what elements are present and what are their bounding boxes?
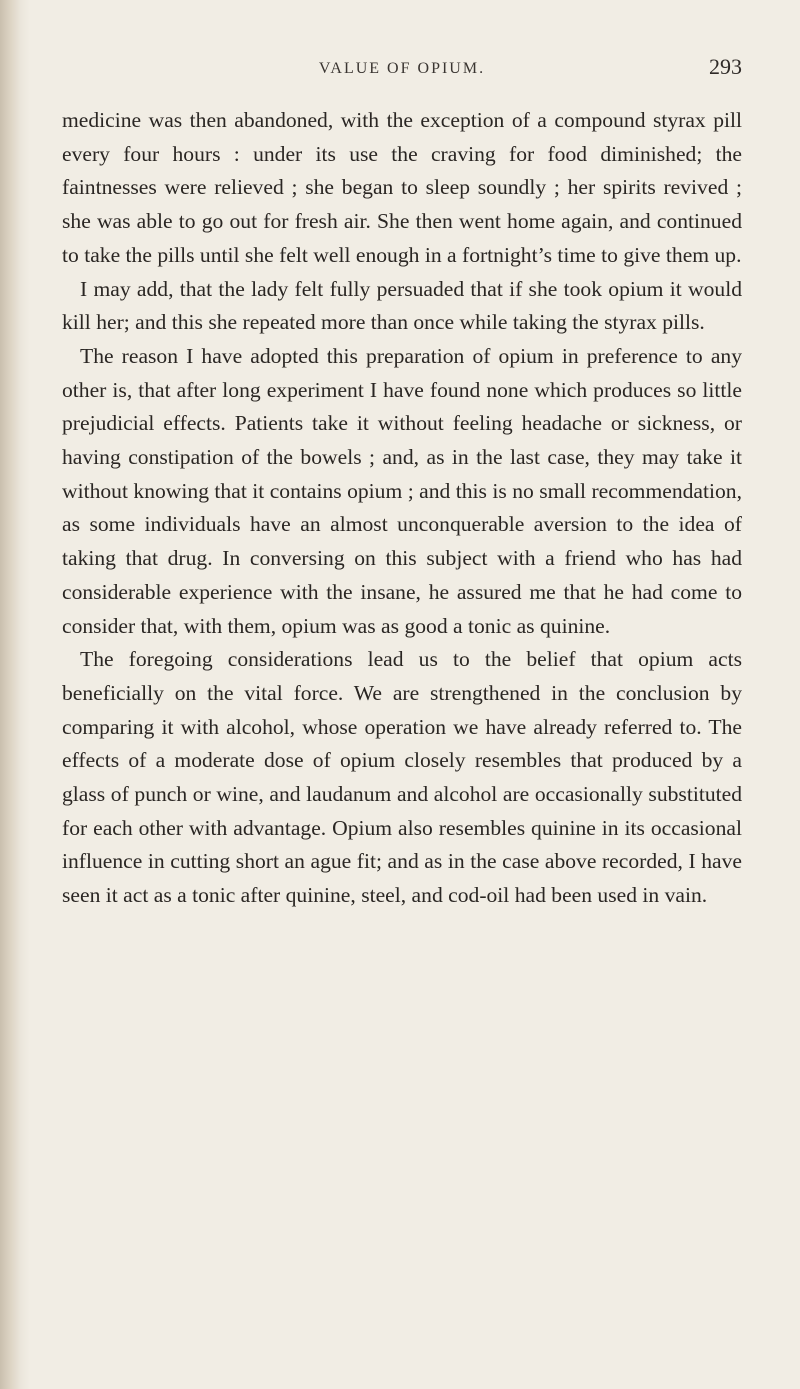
running-head — [62, 54, 742, 98]
book-page — [62, 54, 742, 913]
paragraph: I may add, that the lady felt fully persuaded that if she took opium it would kill her; and this she repeated more than once while taking the styrax pills. — [62, 276, 742, 335]
body-text — [62, 104, 742, 913]
paragraph-continued: medicine was then abandoned, with the exception of a compound styrax pill every four hours : under its use the craving for food diminished; the faintnesses were relieved ; she began to sleep soundly ; her spirits revived ; she was able to go out for fresh air. She then went home again, and continued to take the pills until she felt well enough in a fortnight’s time to give them up. — [62, 108, 742, 267]
running-head-title: VALUE OF OPIUM. — [318, 60, 486, 77]
page-number: 293 — [709, 54, 742, 79]
paragraph: The foregoing considerations lead us to the belief that opium acts beneficially on the vital force. We are strengthened in the conclusion by comparing it with alcohol, whose operation we have already referred to. The effects of a moderate dose of opium closely resembles that produced by a glass of punch or wine, and laudanum and alcohol are occasionally substituted for each other with advantage. Opium also resembles quinine in its occasional influence in cutting short an ague fit; and as in the case above recorded, I have seen it act as a tonic after quinine, steel, and cod-oil had been used in vain. — [62, 647, 742, 908]
paragraph: The reason I have adopted this preparation of opium in preference to any other is, that after long experiment I have found none which produces so little prejudicial effects. Patients take it without feeling headache or sickness, or having constipation of the bowels ; and, as in the last case, they may take it without knowing that it contains opium ; and this is no small recommendation, as some individuals have an almost unconquerable aversion to the idea of taking that drug. In conversing on this subject with a friend who has had considerable experience with the insane, he assured me that he had come to consider that, with them, opium was as good a tonic as quinine. — [62, 343, 742, 638]
binding-gutter — [0, 0, 30, 1389]
